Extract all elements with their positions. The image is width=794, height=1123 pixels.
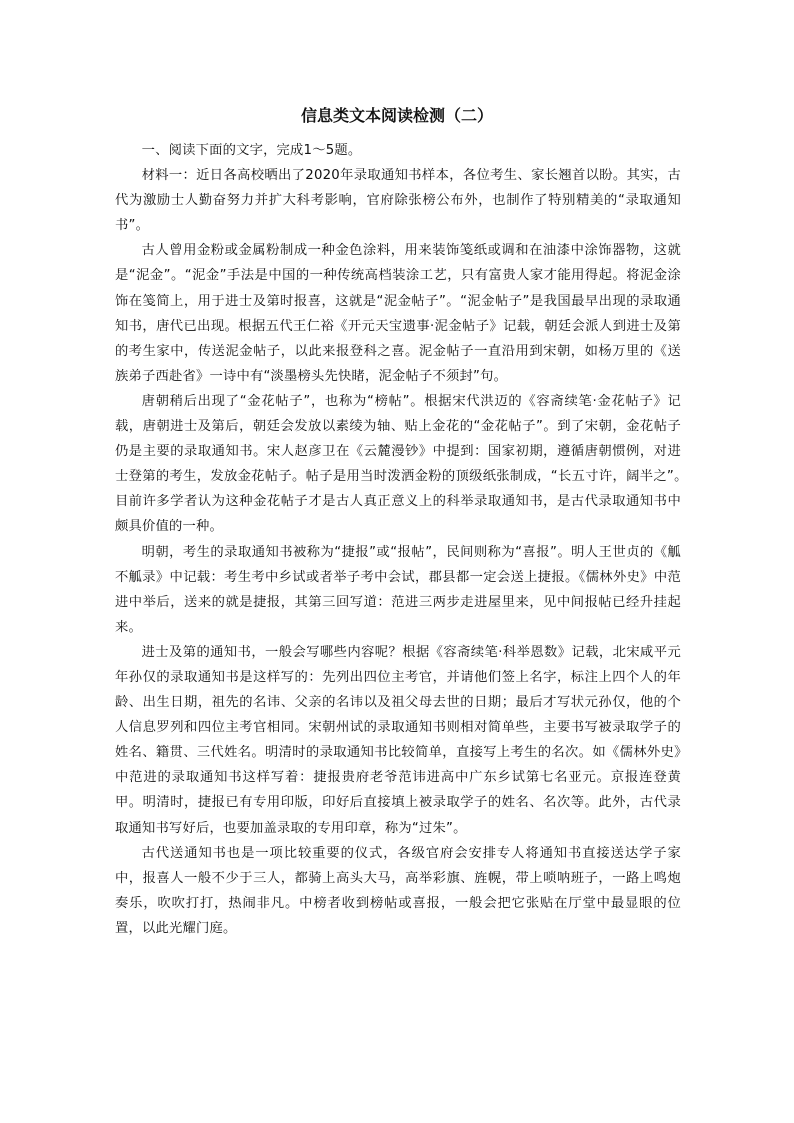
- page-title: 信息类文本阅读检测（二）: [300, 106, 493, 125]
- delivery-ceremony-paragraph: 古代送通知书也是一项比较重要的仪式，各级官府会安排专人将通知书直接送达学子家中，报喜人一般不少于三人，都骑上高头大马，高举彩旗、旌幌，带上唢呐班子，一路上鸣炮奏乐，吹吹打打，热闹非凡。中榜者收到榜帖或喜报，一般会把它张贴在厅堂中最显眼的位置，以此光耀门庭。: [115, 845, 681, 936]
- ni-jin-paragraph: 古人曾用金粉或金属粉制成一种金色涂料，用来装饰笺纸或调和在油漆中涂饰器物，这就是“泥金”。“泥金”手法是中国的一种传统高档装涂工艺，只有富贵人家才能用得起。将泥金涂饰在笺简上，用于进士及第时报喜，这就是“泥金帖子”。“泥金帖子”是我国最早出现的录取通知书，唐代已出现。根据五代王仁裕《开元天宝遗事·泥金帖子》记载，朝廷会派人到进士及第的考生家中，传送泥金帖子，以此来报登科之喜。泥金帖子一直沿用到宋朝，如杨万里的《送族弟子西赴省》一诗中有“淡墨榜头先快睹，泥金帖子不须封”句。: [115, 243, 681, 384]
- material-one-paragraph: 材料一：近日各高校晒出了2020年录取通知书样本，各位考生、家长翘首以盼。其实，古代为激励士人勤奋努力并扩大科考影响，官府除张榜公布外，也制作了特别精美的“录取通知书”。: [115, 168, 681, 234]
- instruction-paragraph: 一、阅读下面的文字，完成1～5题。: [141, 143, 362, 158]
- notice-content-paragraph: 进士及第的通知书，一般会写哪些内容呢？根据《容斋续笔·科举恩数》记载，北宋咸平元年孙仅的录取通知书是这样写的：先列出四位主考官，并请他们签上名字，标注上四个人的年龄、出生日期，祖先的名讳、父亲的名讳以及祖父母去世的日期；最后才写状元孙仅，他的个人信息罗列和四位主考官相同。宋朝州试的录取通知书则相对简单些，主要书写被录取学子的姓名、籍贯、三代姓名。明清时的录取通知书比较简单，直接写上考生的名次。如《儒林外史》中范进的录取通知书这样写着：捷报贵府老爷范讳进高中广东乡试第七名亚元。京报连登黄甲。明清时，捷报已有专用印版，印好后直接填上被录取学子的姓名、名次等。此外，古代录取通知书写好后，也要加盖录取的专用印章，称为“过朱”。: [115, 644, 681, 836]
- jin-hua-tie-zi-paragraph: 唐朝稍后出现了“金花帖子”，也称为“榜帖”。根据宋代洪迈的《容斋续笔·金花帖子》记载，唐朝进士及第后，朝廷会发放以素绫为轴、贴上金花的“金花帖子”。到了宋朝，金花帖子仍是主要的录取通知书。宋人赵彦卫在《云麓漫钞》中提到：国家初期，遵循唐朝惯例，对进士登第的考生，发放金花帖子。帖子是用当时泼洒金粉的顶级纸张制成，“长五寸许，阔半之”。 目前许多学者认为这种金花帖子才是古人真正意义上的科举录取通知书，是古代录取通知书中颇具价值的一种。: [115, 393, 695, 535]
- article-body: [115, 138, 695, 941]
- ming-dynasty-paragraph: 明朝，考生的录取通知书被称为“捷报”或“报帖”，民间则称为“喜报”。明人王世贞的《觚不觚录》中记载：考生考中乡试或者举子考中会试，郡县都一定会送上捷报。《儒林外史》中范进中举后，送来的就是捷报，其第三回写道：范进三两步走进屋里来，见中间报帖已经升挂起来。: [115, 544, 681, 635]
